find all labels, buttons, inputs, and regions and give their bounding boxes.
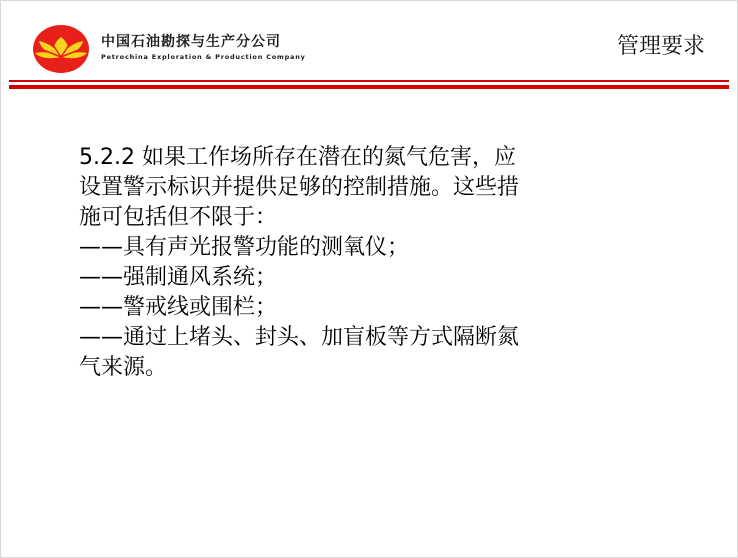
header-divider-thin: [9, 80, 729, 82]
body-text: [79, 143, 659, 383]
body-line: 设置警示标识并提供足够的控制措施。这些措: [79, 175, 520, 200]
body-line: 5.2.2 如果工作场所存在潜在的氮气危害，应: [79, 145, 516, 170]
header-divider-thick: [9, 85, 729, 89]
body-line: 气来源。: [79, 355, 168, 380]
body-line: ——警戒线或围栏；: [79, 295, 278, 320]
body-line: ——通过上堵头、封头、加盲板等方式隔断氮: [79, 325, 520, 350]
body-line: ——强制通风系统；: [79, 265, 278, 290]
company-name-cn: 中国石油勘探与生产分公司: [101, 34, 281, 50]
company-name-en: Petrochina Exploration & Production Company: [101, 53, 306, 61]
page-title: 管理要求: [616, 34, 705, 59]
body-line: 施可包括但不限于：: [79, 205, 278, 230]
petrochina-logo-icon: [31, 19, 91, 75]
body-line: ——具有声光报警功能的测氧仪；: [79, 235, 410, 260]
